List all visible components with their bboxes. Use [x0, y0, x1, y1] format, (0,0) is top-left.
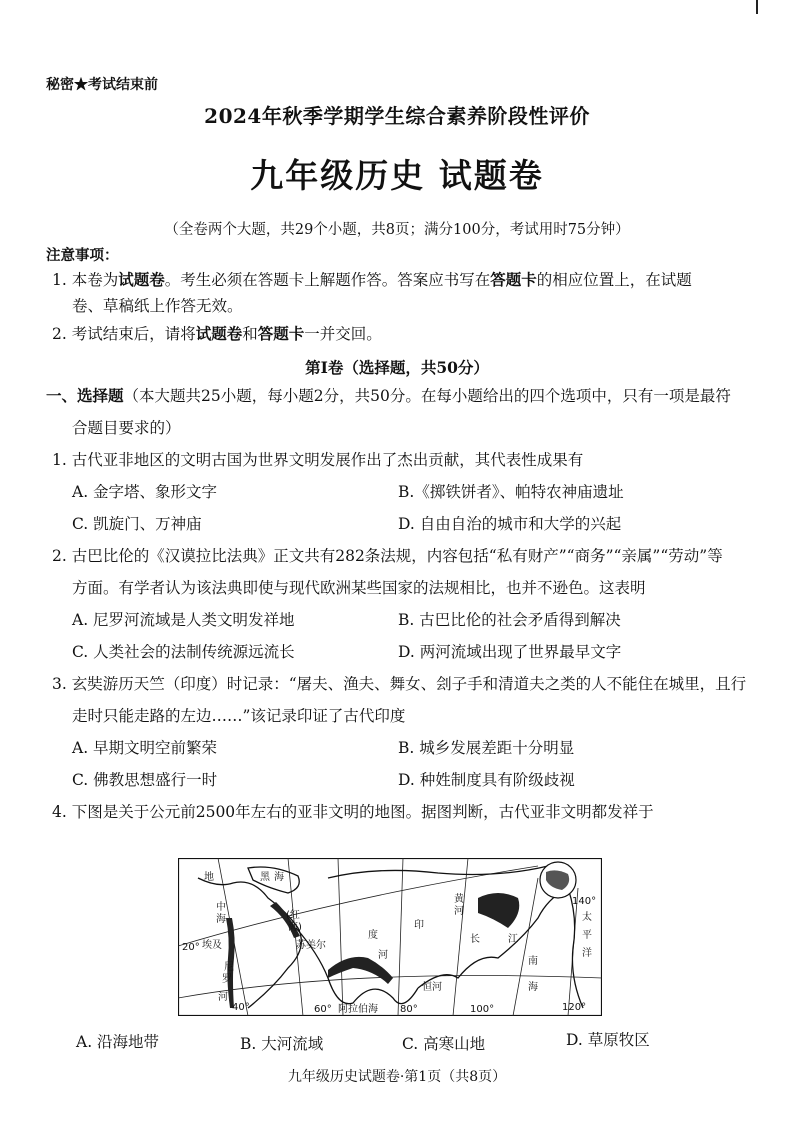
map-label-ping: 平 [582, 930, 592, 941]
question-3-stem: 3. 玄奘游历天竺（印度）时记录：“屠夫、渔夫、舞女、刽子手和清道夫之类的人不能住在城里，且行 [52, 675, 747, 693]
map-label-he: 河 [218, 992, 228, 1003]
question-1-option-c[interactable]: C. 凯旋门、万神庙 [72, 515, 202, 533]
map-label-hai: 海 [216, 914, 226, 925]
question-1-option-b[interactable]: B.《掷铁饼者》、帕特农神庙遗址 [398, 483, 624, 501]
map-label-aiji: 埃及 [202, 940, 222, 951]
notice-text: 和 [242, 325, 258, 343]
notice-item-1-cont: 卷、草稿纸上作答无效。 [72, 297, 243, 315]
map-label-huang: 黄 [454, 894, 464, 905]
map-label-hei: 黑 [260, 872, 270, 883]
question-1-option-a[interactable]: A. 金字塔、象形文字 [72, 483, 218, 501]
notice-bold: 答题卡 [257, 324, 305, 343]
scan-edge-mark [756, 0, 758, 14]
question-3-option-a[interactable]: A. 早期文明空前繁荣 [72, 739, 218, 757]
notice-bold: 试题卷 [195, 324, 243, 343]
notice-bold: 答题卡 [490, 270, 537, 289]
map-label-deg-120: 120° [562, 1002, 587, 1013]
notice-item-1 [52, 268, 692, 290]
map-label-deg-100: 100° [470, 1004, 495, 1015]
notice-title: 注意事项： [46, 247, 119, 264]
question-4-option-b[interactable]: B. 大河流域 [240, 1035, 324, 1053]
question-2-stem-cont: 方面。有学者认为该法典即使与现代欧洲某些国家的法规相比，也并不逊色。这表明 [72, 579, 646, 597]
section-intro-cont: 合题目要求的） [72, 419, 181, 437]
map-label-deg-60: 60° [314, 1004, 332, 1015]
map-label-ni: 尼 [224, 962, 234, 973]
notice-bold: 试题卷 [118, 270, 165, 289]
question-1-stem: 1. 古代亚非地区的文明古国为世界文明发展作出了杰出贡献，其代表性成果有 [52, 451, 584, 469]
question-2-option-c[interactable]: C. 人类社会的法制传统源远流长 [72, 643, 295, 661]
map-label-alabo: 阿拉伯海 [338, 1004, 378, 1015]
page-footer: 九年级历史试题卷·第1页（共8页） [287, 1069, 507, 1085]
map-label-deg-40: 40° [232, 1002, 250, 1013]
question-4-stem: 4. 下图是关于公元前2500年左右的亚非文明的地图。据图判断，古代亚非文明都发祥于 [52, 803, 654, 821]
notice-item-2 [52, 322, 382, 344]
ancient-civilizations-map [178, 858, 602, 1016]
question-2-option-d[interactable]: D. 两河流域出现了世界最早文字 [398, 643, 622, 661]
map-label-henghe: 恒河 [422, 982, 442, 993]
globe-inset [540, 862, 576, 898]
question-4-option-a[interactable]: A. 沿海地带 [76, 1033, 160, 1051]
question-3-option-d[interactable]: D. 种姓制度具有阶级歧视 [398, 771, 575, 789]
question-2-stem: 2. 古巴比伦的《汉谟拉比法典》正文共有282条法规，内容包括“私有财产”“商务”“亲属”“劳动”等 [52, 547, 723, 565]
map-label-yang: 洋 [582, 948, 592, 959]
notice-text: 2. 考试结束后，请将 [52, 325, 196, 343]
map-label-di: 地 [204, 872, 214, 883]
question-2-option-b[interactable]: B. 古巴比伦的社会矛盾得到解决 [398, 611, 621, 629]
map-label-nan: 南 [528, 956, 538, 967]
question-4-option-d[interactable]: D. 草原牧区 [566, 1031, 650, 1049]
map-label-he3: 河 [454, 906, 464, 917]
confidential-label: 秘密★考试结束前 [46, 77, 158, 93]
exam-subtitle: 2024年秋季学期学生综合素养阶段性评价 [204, 104, 590, 128]
section-intro-text: （本大题共25小题，每小题2分，共50分。在每小题给出的四个选项中，只有一项是最符 [123, 387, 731, 405]
question-3-stem-cont: 走时只能走路的左边……”该记录印证了古代印度 [72, 707, 406, 725]
question-1-option-d[interactable]: D. 自由自治的城市和大学的兴起 [398, 515, 622, 533]
map-label-jiang: 江 [508, 934, 518, 945]
exam-info: （全卷两个大题，共29个小题，共8页；满分100分，考试用时75分钟） [164, 222, 630, 238]
question-2-option-a[interactable]: A. 尼罗河流域是人类文明发祥地 [72, 611, 295, 629]
map-label-deg-20: 20° [182, 942, 200, 953]
map-label-hai2: 海 [274, 872, 284, 883]
map-label-chang: 长 [470, 934, 480, 945]
exam-title: 九年级历史 试题卷 [250, 156, 544, 195]
notice-text: 1. 本卷为 [52, 271, 119, 289]
notice-text: 。考生必须在答题卡上解题作答。答案应书写在 [164, 271, 491, 289]
question-3-option-b[interactable]: B. 城乡发展差距十分明显 [398, 739, 575, 757]
map-label-du: 度 [368, 930, 378, 941]
map-label-deg-140: 140° [572, 896, 597, 907]
map-label-hai3: 海 [528, 982, 538, 993]
map-label-zhong: 中 [216, 902, 226, 913]
map-label-sumeier: 苏美尔 [296, 940, 326, 951]
map-label-hong: (红 [286, 910, 300, 921]
map-label-yin: 印 [414, 920, 424, 931]
map-label-luo: 罗 [222, 974, 232, 985]
section-intro [46, 384, 731, 406]
section-intro-head: 一、选择题 [46, 386, 124, 405]
notice-text: 的相应位置上，在试题 [536, 271, 692, 289]
notice-text: 一并交回。 [304, 325, 382, 343]
question-3-option-c[interactable]: C. 佛教思想盛行一时 [72, 771, 218, 789]
section-title: 第Ⅰ卷（选择题，共50分） [305, 358, 489, 377]
map-label-he2: 河 [378, 950, 388, 961]
question-4-option-c[interactable]: C. 高寒山地 [402, 1035, 486, 1053]
map-label-hong2: 海) [288, 922, 302, 933]
map-label-tai: 太 [582, 912, 592, 923]
map-label-deg-80: 80° [400, 1004, 418, 1015]
